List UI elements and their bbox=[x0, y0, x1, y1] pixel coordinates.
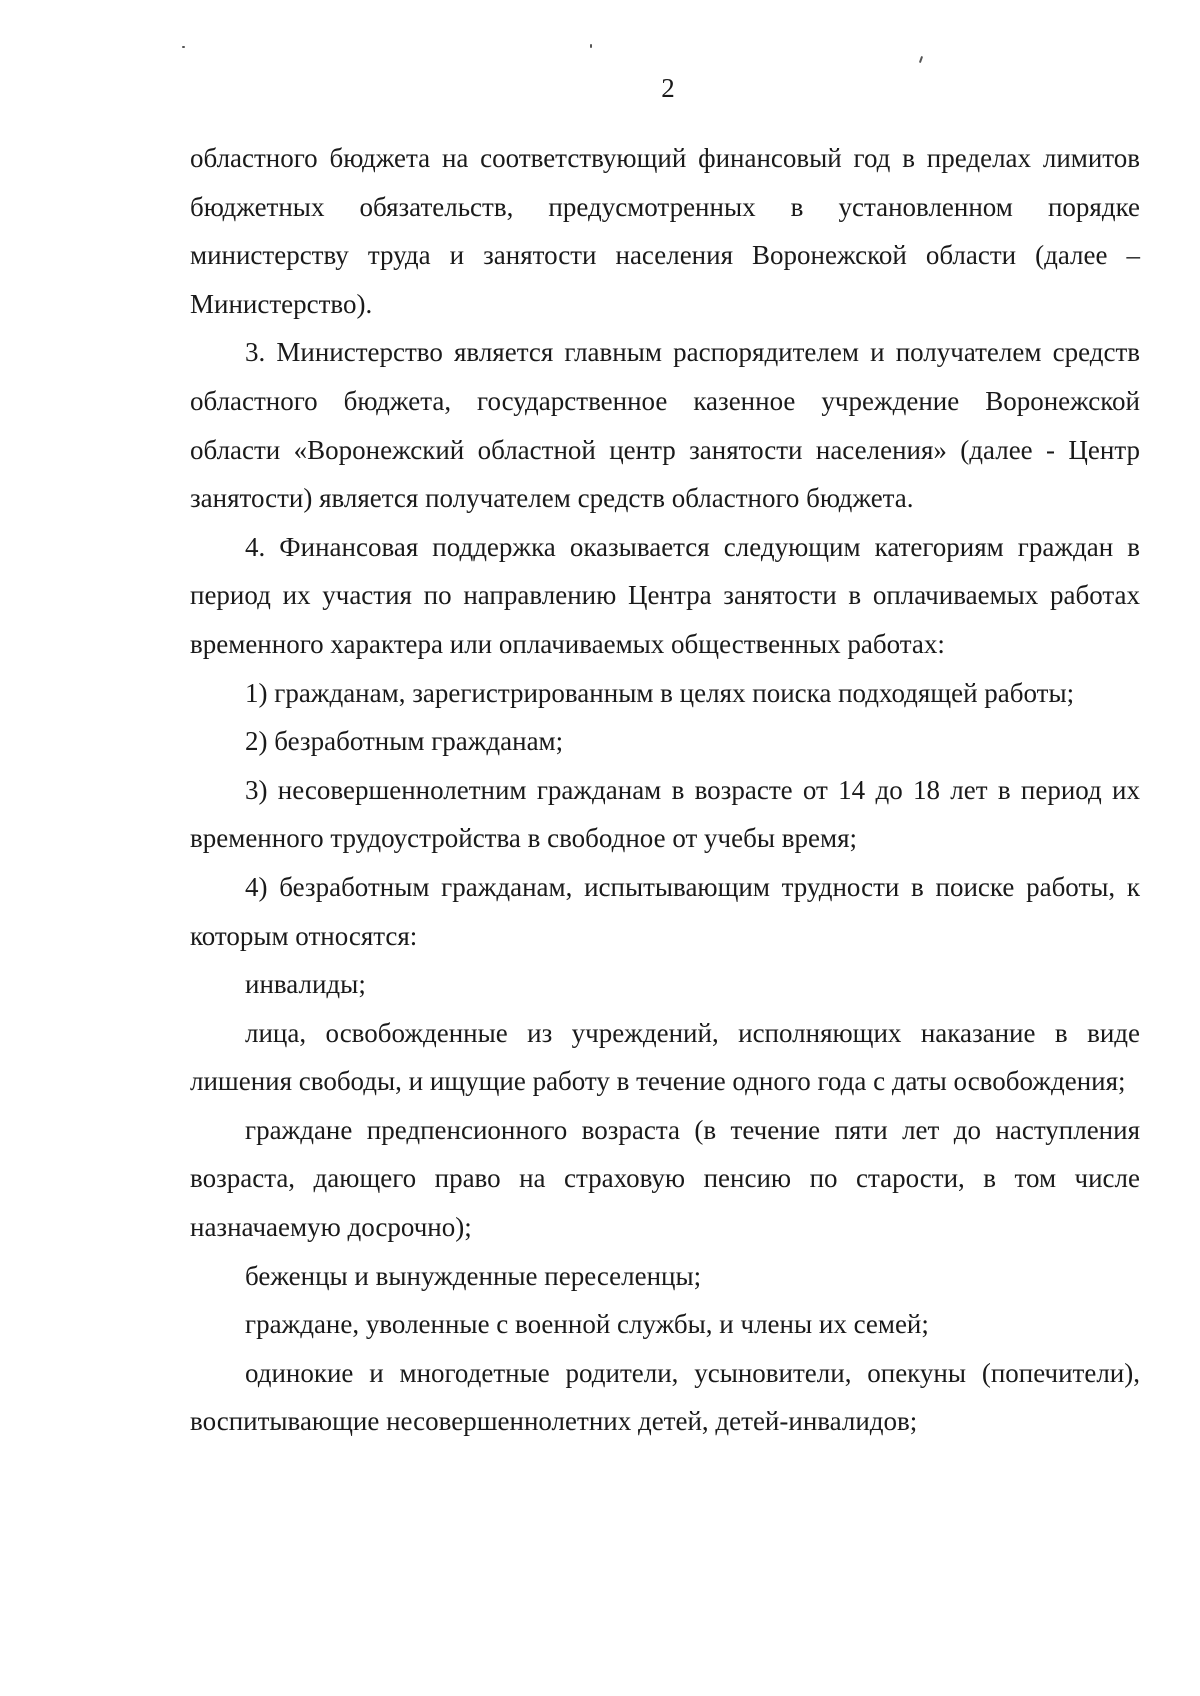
category-single-parents: одинокие и многодетные родители, усыновители, опекуны (попечители), воспитывающие несовершеннолетних детей, детей-инвалидов; bbox=[190, 1357, 1140, 1437]
category-military-discharged: граждане, уволенные с военной службы, и члены их семей; bbox=[245, 1309, 929, 1340]
scan-speck bbox=[182, 46, 185, 48]
list-item-2: 2) безработным гражданам; bbox=[245, 726, 564, 757]
list-item-1: 1) гражданам, зарегистрированным в целях поиска подходящей работы; bbox=[245, 677, 1075, 708]
document-body bbox=[190, 134, 1140, 1446]
category-refugees: беженцы и вынужденные переселенцы; bbox=[245, 1260, 702, 1291]
category-released-from-prison: лица, освобожденные из учреждений, исполняющих наказание в виде лишения свободы, и ищущие работу в течение одного года с даты освобождения; bbox=[190, 1017, 1140, 1097]
category-disabled: инвалиды; bbox=[245, 969, 366, 1000]
list-item-3: 3) несовершеннолетним гражданам в возрасте от 14 до 18 лет в период их временного трудоустройства в свободное от учебы время; bbox=[190, 774, 1140, 854]
list-item-4: 4) безработным гражданам, испытывающим трудности в поиске работы, к которым относятся: bbox=[190, 871, 1140, 951]
page-number: 2 bbox=[661, 73, 675, 103]
paragraph-item-3: 3. Министерство является главным распорядителем и получателем средств областного бюджета, государственное казенное учреждение Воронежской области «Воронежский областной центр занятости населения» (далее - Центр занятости) является получателем средств областного бюджета. bbox=[190, 337, 1140, 514]
category-pre-retirement: граждане предпенсионного возраста (в течение пяти лет до наступления возраста, дающего право на страховую пенсию по старости, в том числе назначаемую досрочно); bbox=[190, 1114, 1140, 1243]
paragraph-budget-limits: областного бюджета на соответствующий финансовый год в пределах лимитов бюджетных обязательств, предусмотренных в установленном порядке министерству труда и занятости населения Воронежской области (далее – Министерство). bbox=[190, 143, 1140, 319]
scan-speck bbox=[590, 44, 592, 48]
scan-speck bbox=[919, 56, 923, 63]
paragraph-item-4: 4. Финансовая поддержка оказывается следующим категориям граждан в период их участия по направлению Центра занятости в оплачиваемых работах временного характера или оплачиваемых общественных работах: bbox=[190, 531, 1140, 659]
